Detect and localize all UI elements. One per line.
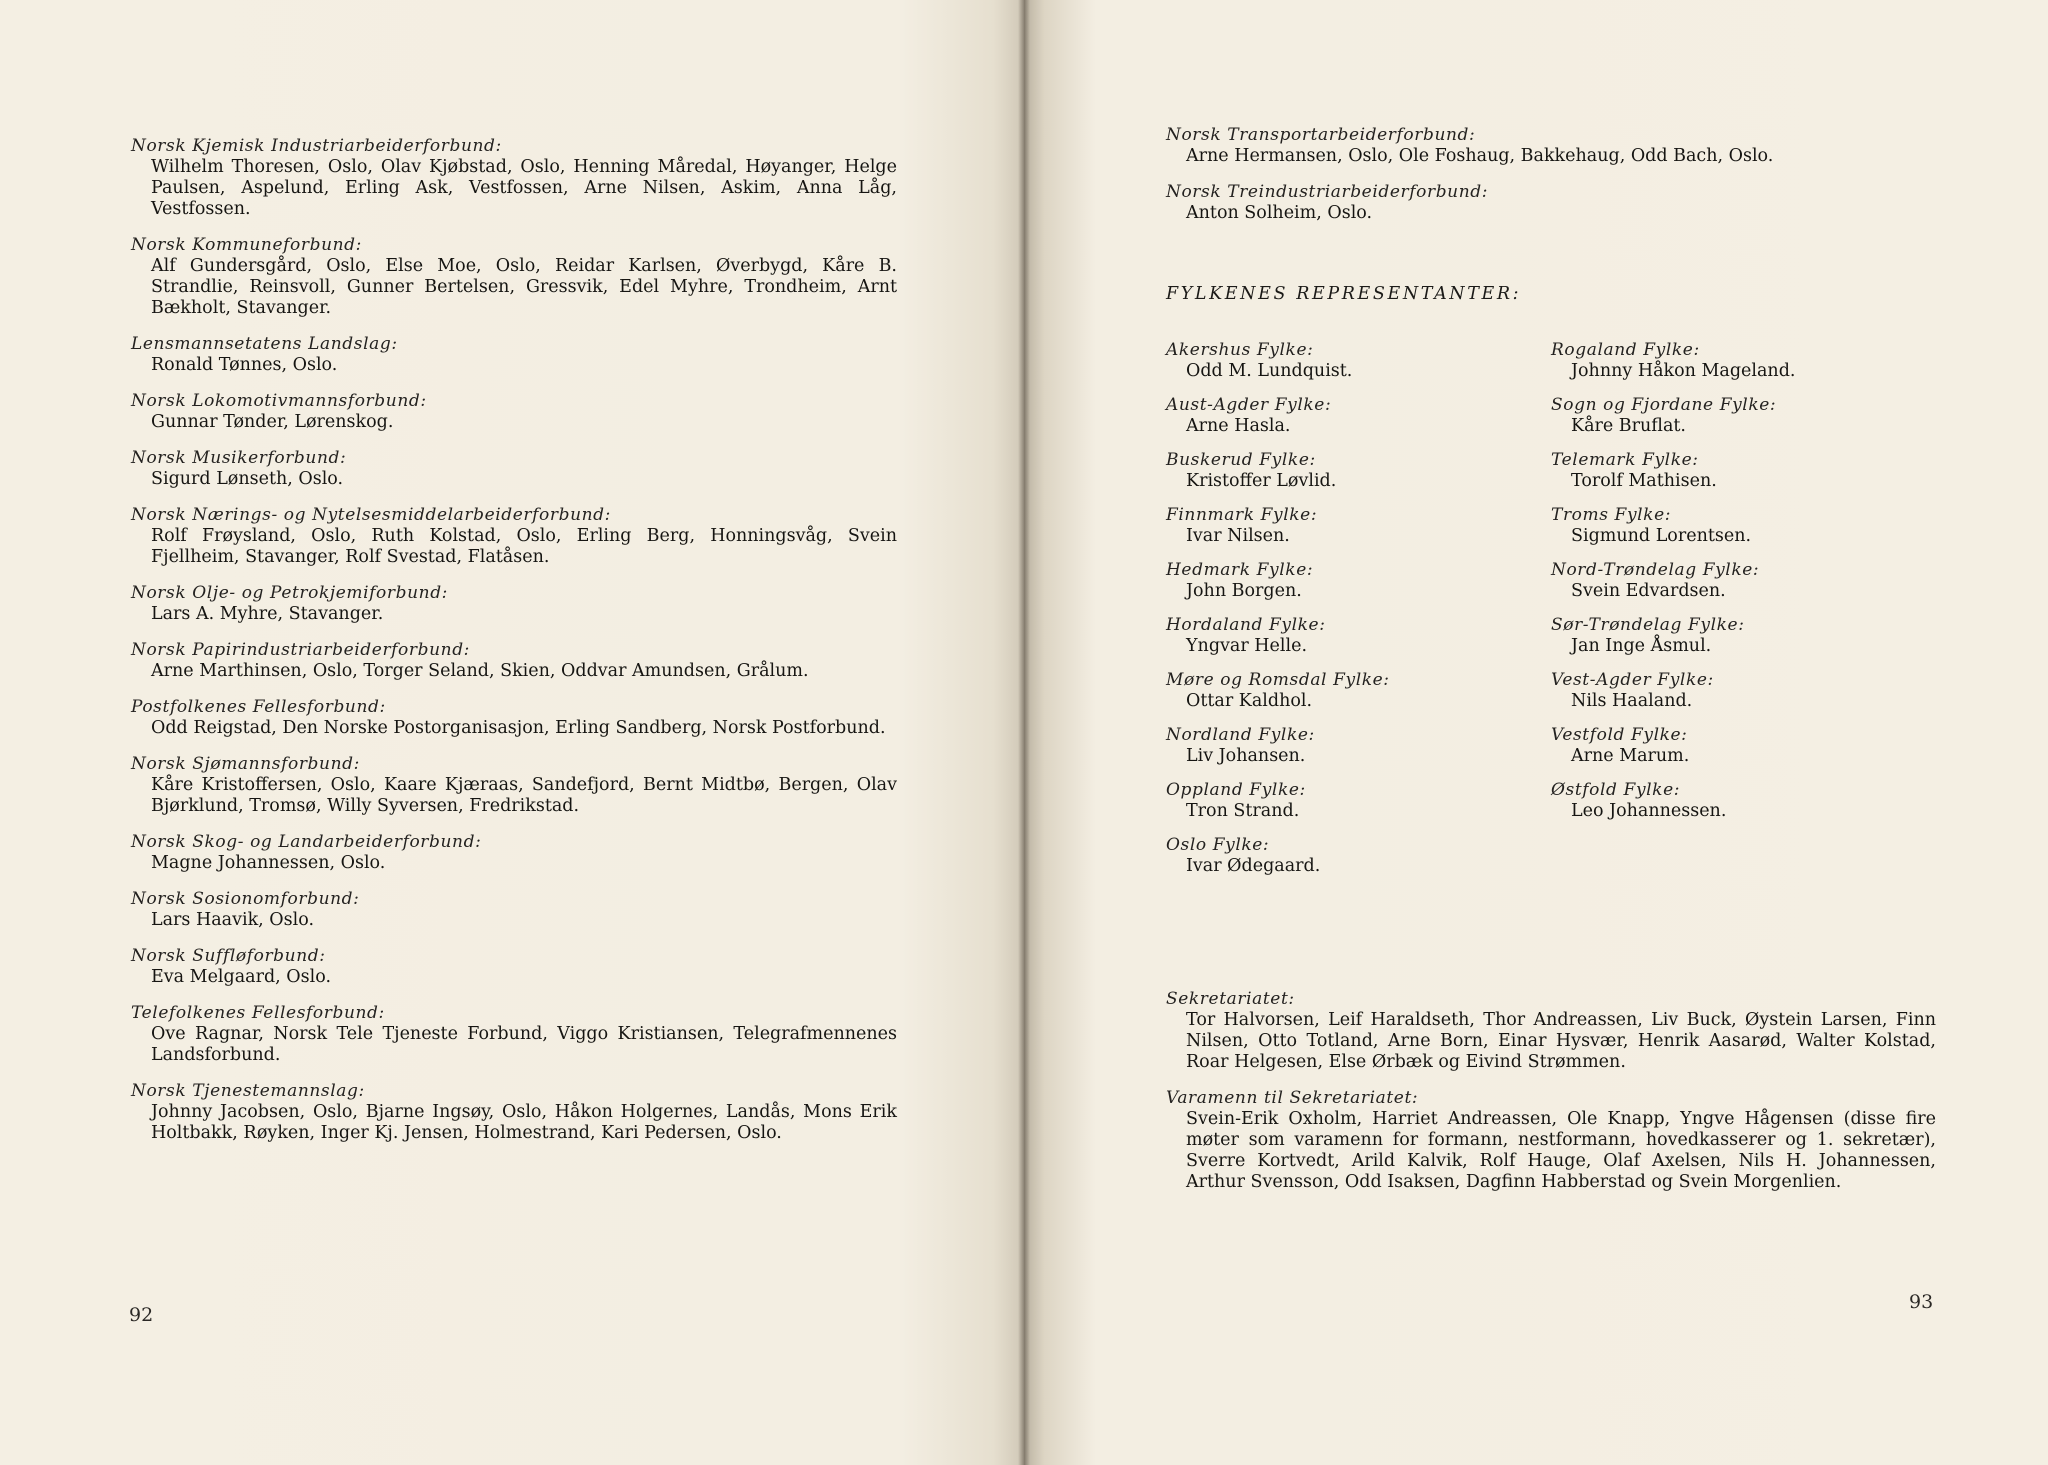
county-name: Oslo Fylke: [1166,835,1270,855]
members: Johnny Jacobsen, Oslo, Bjarne Ingsøy, Oslo, Håkon Holgernes, Landås, Mons Erik Holtbakk, Røyken, Inger Kj. Jensen, Holmestrand, Kari Pedersen, Oslo. [151,1102,897,1143]
members: Wilhelm Thoresen, Oslo, Olav Kjøbstad, Oslo, Henning Måredal, Høyanger, Helge Paulsen, Aspelund, Erling Ask, Vestfossen, Arne Nilsen, Askim, Anna Låg, Vestfossen. [151,157,897,219]
members: Kåre Kristoffersen, Oslo, Kaare Kjæraas, Sandefjord, Bernt Midtbø, Bergen, Olav Bjørklund, Tromsø, Willy Syversen, Fredrikstad. [151,775,897,816]
county-name: Akershus Fylke: [1166,340,1314,360]
members: Magne Johannessen, Oslo. [151,853,386,873]
representative: Torolf Mathisen. [1571,471,1717,491]
county-name: Telemark Fylke: [1551,450,1699,470]
county-name: Oppland Fylke: [1166,780,1306,800]
county-name: Aust-Agder Fylke: [1166,395,1332,415]
members: Rolf Frøysland, Oslo, Ruth Kolstad, Oslo, Erling Berg, Honningsvåg, Svein Fjellheim, Stavanger, Rolf Svestad, Flatåsen. [151,526,897,567]
entry [131,391,897,433]
entry [1166,125,1936,167]
county-name: Møre og Romsdal Fylke: [1166,670,1390,690]
entry [131,1081,897,1144]
representative: Liv Johansen. [1186,746,1306,766]
county-entry [1166,780,1551,822]
representative: Ivar Ødegaard. [1186,856,1321,876]
entry [131,754,897,817]
county-entry [1551,505,1936,547]
entry [1166,182,1936,224]
representative: Jan Inge Åsmul. [1571,636,1712,656]
county-name: Vestfold Fylke: [1551,725,1688,745]
members: Odd Reigstad, Den Norske Postorganisasjon, Erling Sandberg, Norsk Postforbund. [151,718,886,738]
members: Ove Ragnar, Norsk Tele Tjeneste Forbund, Viggo Kristiansen, Telegrafmennenes Landsforbund. [151,1024,897,1065]
union-name: Norsk Sosionomforbund: [131,889,360,909]
county-name: Sør-Trøndelag Fylke: [1551,615,1745,635]
union-name: Norsk Kommuneforbund: [131,235,362,255]
county-name: Troms Fylke: [1551,505,1672,525]
representative: Sigmund Lorentsen. [1571,526,1752,546]
county-entry [1551,450,1936,492]
union-name: Norsk Sjømannsforbund: [131,754,360,774]
representative: Nils Haaland. [1571,691,1693,711]
representative: Arne Hasla. [1186,416,1291,436]
members: Arne Marthinsen, Oslo, Torger Seland, Skien, Oddvar Amundsen, Grålum. [151,661,809,681]
county-entry [1166,670,1551,712]
members: Lars Haavik, Oslo. [151,910,315,930]
representative: Yngvar Helle. [1186,636,1308,656]
county-entry [1551,780,1936,822]
entry [131,946,897,988]
county-name: Buskerud Fylke: [1166,450,1316,470]
members: Arne Hermansen, Oslo, Ole Foshaug, Bakkehaug, Odd Bach, Oslo. [1186,146,1774,166]
representative: Odd M. Lundquist. [1186,361,1353,381]
union-name: Norsk Tjenestemannslag: [131,1081,365,1101]
county-entry [1551,615,1936,657]
union-name: Norsk Papirindustriarbeiderforbund: [131,640,471,660]
county-entry [1166,395,1551,437]
representative: Leo Johannessen. [1571,801,1727,821]
deputies-members: Svein-Erik Oxholm, Harriet Andreassen, Ole Knapp, Yngve Hågensen (disse fire møter som varamenn for formann, nestformann, hovedkasserer og 1. sekretær), Sverre Kortvedt, Arild Kalvik, Rolf Hauge, Olaf Axelsen, Nils H. Johannessen, Arthur Svensson, Odd Isaksen, Dagfinn Habberstad og Svein Morgenlien. [1186,1109,1936,1192]
county-entry [1166,725,1551,767]
entry [131,1003,897,1066]
representative: Ottar Kaldhol. [1186,691,1313,711]
county-name: Hedmark Fylke: [1166,560,1314,580]
county-name: Finnmark Fylke: [1166,505,1318,525]
county-name: Vest-Agder Fylke: [1551,670,1714,690]
county-name: Hordaland Fylke: [1166,615,1326,635]
county-entry [1166,615,1551,657]
county-name: Rogaland Fylke: [1551,340,1700,360]
union-name: Norsk Lokomotivmannsforbund: [131,391,427,411]
union-name: Telefolkenes Fellesforbund: [131,1003,385,1023]
entry [131,448,897,490]
county-entry [1551,725,1936,767]
county-name: Nordland Fylke: [1166,725,1315,745]
representative: John Borgen. [1186,581,1302,601]
members: Alf Gundersgård, Oslo, Else Moe, Oslo, Reidar Karlsen, Øverbygd, Kåre B. Strandlie, Reinsvoll, Gunner Bertelsen, Gressvik, Edel Myhre, Trondheim, Arnt Bækholt, Stavanger. [151,256,897,318]
union-name: Lensmannsetatens Landslag: [131,334,398,354]
county-name: Sogn og Fjordane Fylke: [1551,395,1777,415]
county-column-right [1551,340,1936,890]
county-entry [1166,835,1551,877]
page-number: 93 [1909,1291,1934,1313]
entry [131,832,897,874]
deputies-entry [1166,1088,1936,1193]
entry [131,505,897,568]
secretariat-title: Sekretariatet: [1166,989,1295,1009]
entry [131,583,897,625]
representative: Arne Marum. [1571,746,1690,766]
union-name: Postfolkenes Fellesforbund: [131,697,386,717]
union-name: Norsk Suffløforbund: [131,946,326,966]
representative: Svein Edvardsen. [1571,581,1726,601]
union-name: Norsk Musikerforbund: [131,448,347,468]
union-name: Norsk Skog- og Landarbeiderforbund: [131,832,482,852]
members: Gunnar Tønder, Lørenskog. [151,412,394,432]
county-entry [1166,340,1551,382]
deputies-title: Varamenn til Sekretariatet: [1166,1088,1419,1108]
county-entry [1551,340,1936,382]
book-gutter [1018,0,1030,1465]
representative: Tron Strand. [1186,801,1300,821]
members: Ronald Tønnes, Oslo. [151,355,338,375]
members: Eva Melgaard, Oslo. [151,967,332,987]
county-entry [1551,560,1936,602]
union-name: Norsk Treindustriarbeiderforbund: [1166,182,1489,202]
entry [131,235,897,319]
members: Sigurd Lønseth, Oslo. [151,469,344,489]
county-entry [1551,670,1936,712]
page-number: 92 [129,1304,154,1326]
representative: Ivar Nilsen. [1186,526,1290,546]
entry [131,889,897,931]
union-name: Norsk Olje- og Petrokjemiforbund: [131,583,449,603]
secretariat-members: Tor Halvorsen, Leif Haraldseth, Thor Andreassen, Liv Buck, Øystein Larsen, Finn Nilsen, Otto Totland, Arne Born, Einar Hysvær, Henrik Aasarød, Walter Kolstad, Roar Helgesen, Else Ørbæk og Eivind Strømmen. [1186,1010,1936,1072]
left-page-column [131,136,897,1159]
members: Anton Solheim, Oslo. [1186,203,1373,223]
members: Lars A. Myhre, Stavanger. [151,604,384,624]
county-entry [1166,505,1551,547]
union-name: Norsk Nærings- og Nytelsesmiddelarbeiderforbund: [131,505,611,525]
representative: Kåre Bruflat. [1571,416,1686,436]
representative: Kristoffer Løvlid. [1186,471,1337,491]
county-representatives [1166,340,1936,890]
union-name: Norsk Kjemisk Industriarbeiderforbund: [131,136,502,156]
county-column-left [1166,340,1551,890]
union-name: Norsk Transportarbeiderforbund: [1166,125,1476,145]
entry [131,334,897,376]
county-entry [1166,450,1551,492]
entry [131,697,897,739]
right-page-column [1166,125,1936,1208]
entry [131,640,897,682]
county-name: Østfold Fylke: [1551,780,1681,800]
representative: Johnny Håkon Mageland. [1571,361,1796,381]
county-name: Nord-Trøndelag Fylke: [1551,560,1760,580]
section-heading: FYLKENES REPRESENTANTER: [1166,284,1522,304]
entry [131,136,897,220]
county-entry [1166,560,1551,602]
secretariat-entry [1166,989,1936,1073]
county-entry [1551,395,1936,437]
